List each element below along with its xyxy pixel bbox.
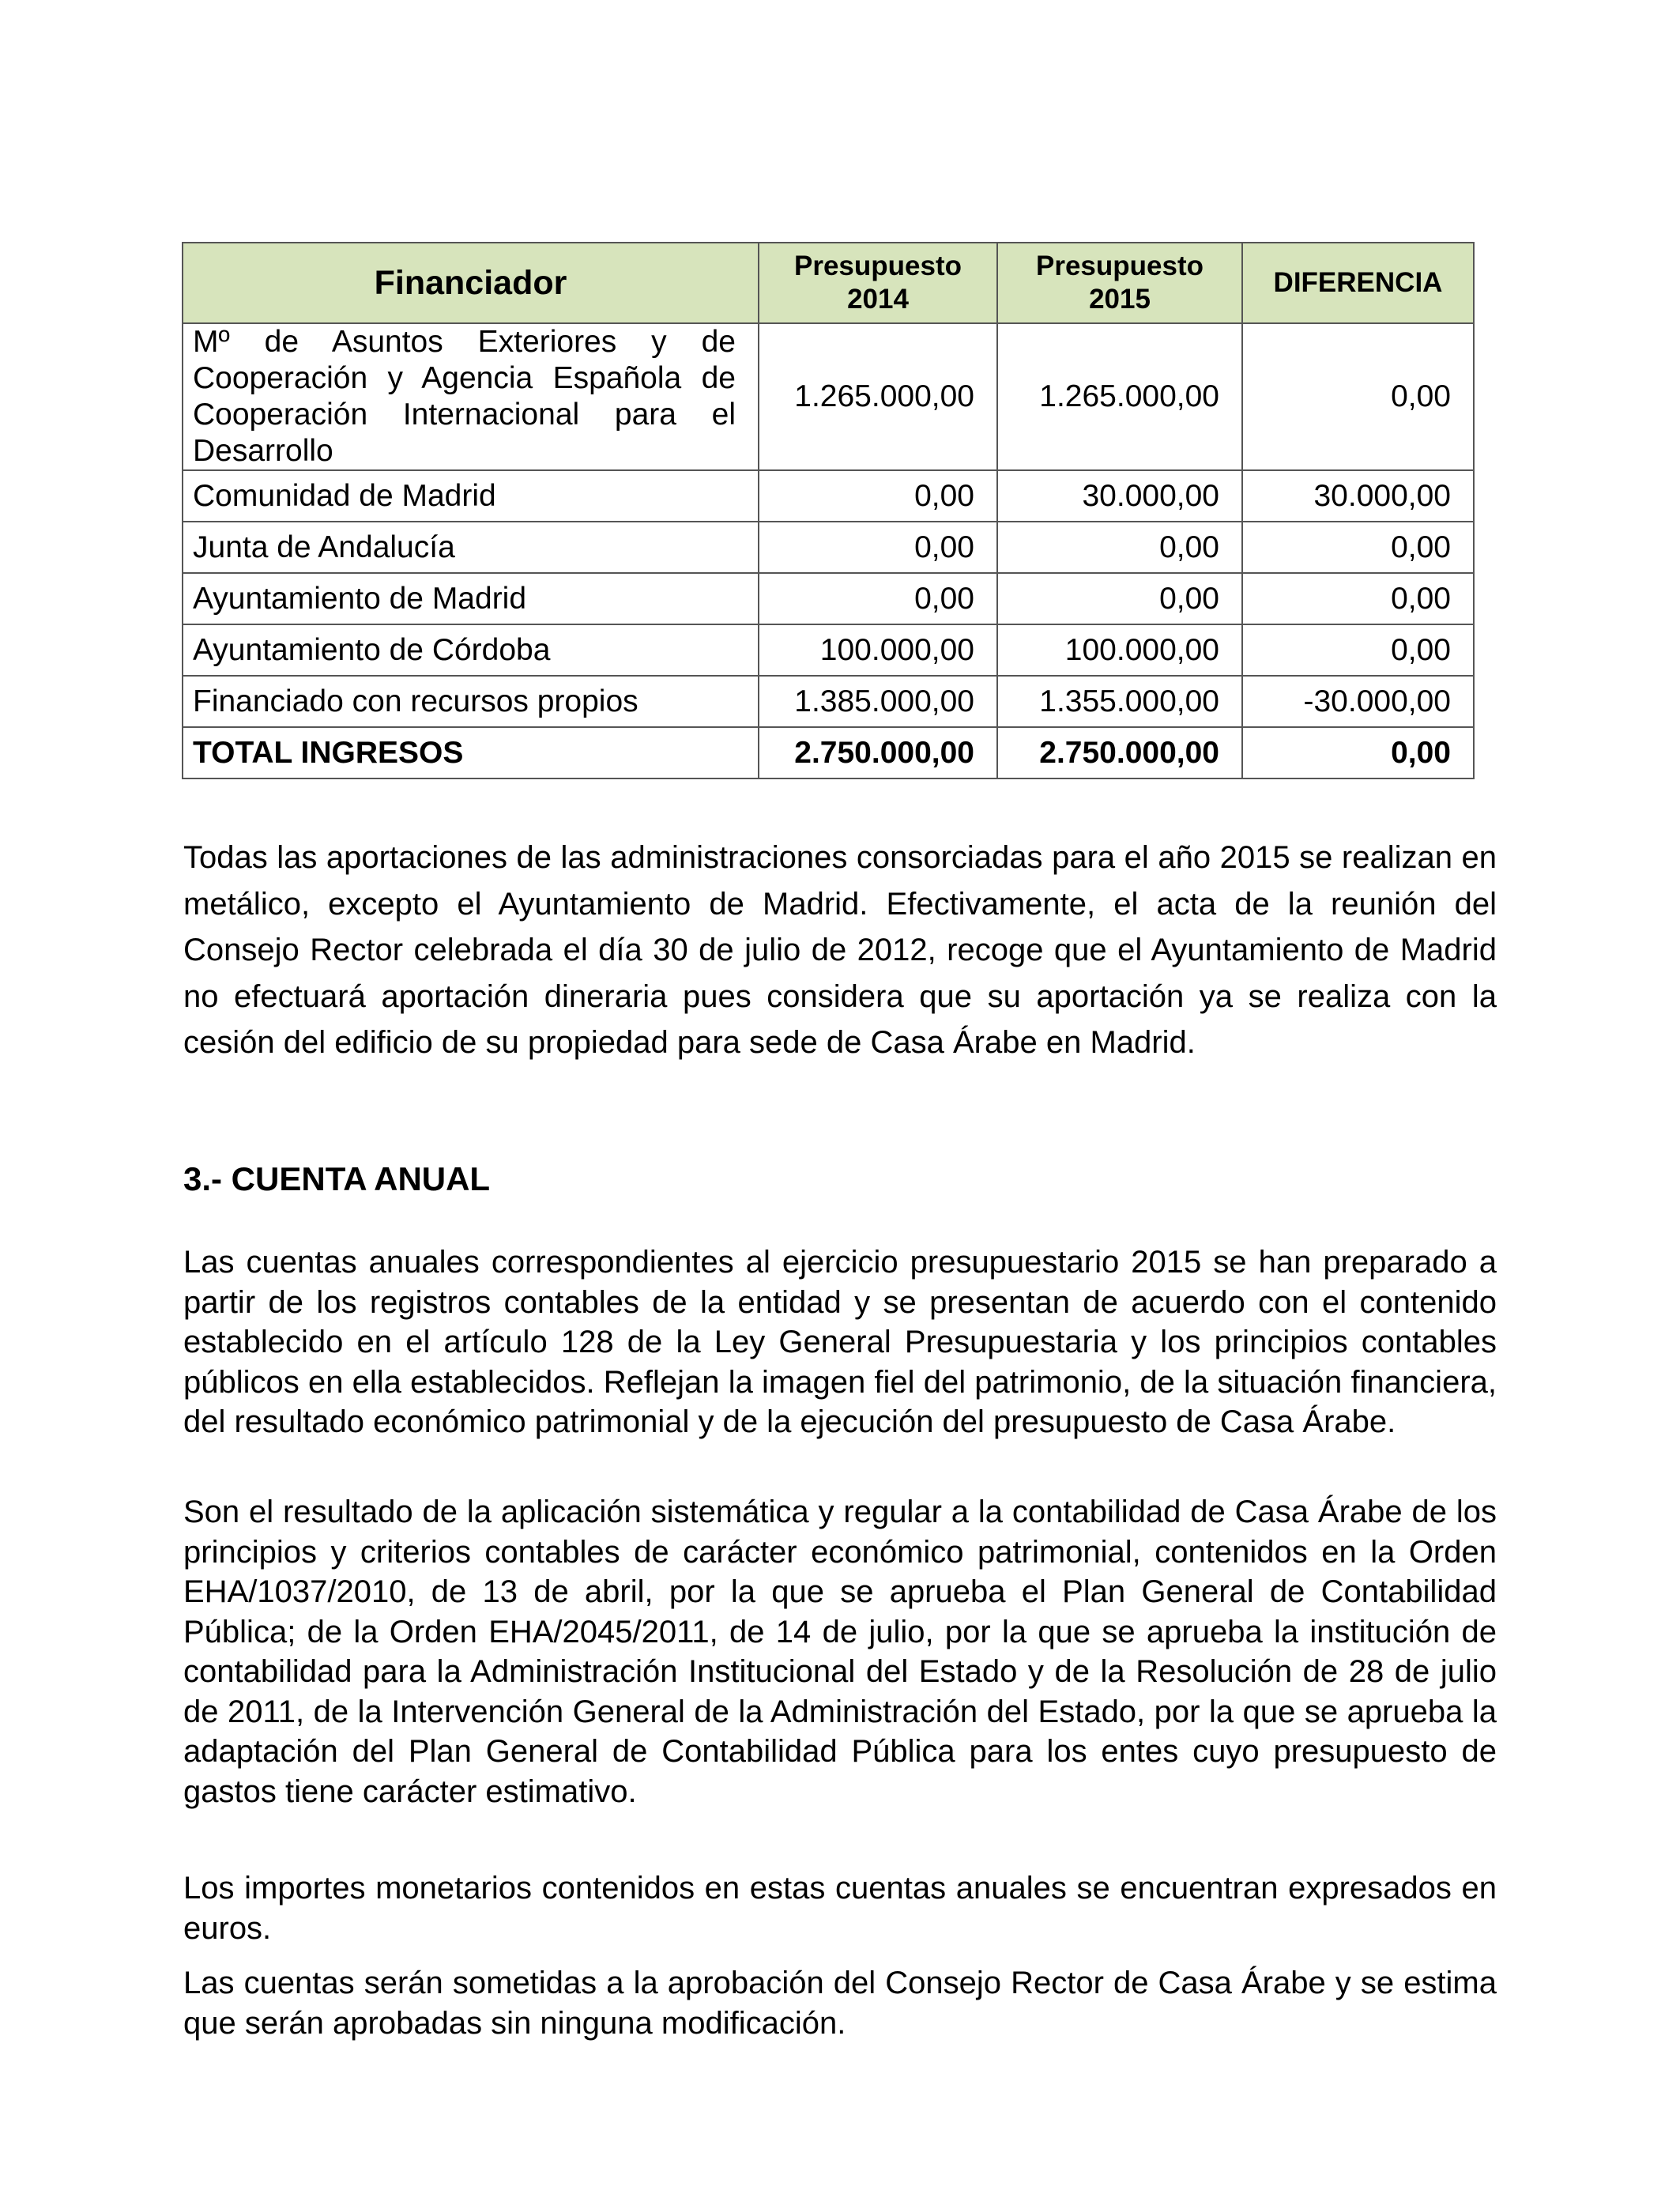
- row-financiador: Comunidad de Madrid: [183, 470, 759, 522]
- header-diferencia: DIFERENCIA: [1242, 243, 1474, 323]
- total-presupuesto-2014: 2.750.000,00: [759, 727, 997, 778]
- row-financiador: Junta de Andalucía: [183, 522, 759, 573]
- row-presupuesto-2015: 1.265.000,00: [997, 323, 1242, 470]
- table-row: [183, 470, 1474, 522]
- row-diferencia: 30.000,00: [1242, 470, 1474, 522]
- row-presupuesto-2014: 0,00: [759, 470, 997, 522]
- paragraph-cuentas-intro: Las cuentas anuales correspondientes al ejercicio presupuestario 2015 se han preparado a partir de los registros contables de la entidad y se presentan de acuerdo con el contenido establecido en el artículo 128 de la Ley General Presupuestaria y los principios contables públicos en ella establecidos. Reflejan la imagen fiel del patrimonio, de la situación financiera, del resultado económico patrimonial y de la ejecución del presupuesto de Casa Árabe.: [183, 1245, 1497, 1439]
- row-diferencia: 0,00: [1242, 323, 1474, 470]
- total-label: TOTAL INGRESOS: [183, 727, 759, 778]
- row-diferencia: 0,00: [1242, 624, 1474, 676]
- row-diferencia: 0,00: [1242, 522, 1474, 573]
- table-row: [183, 522, 1474, 573]
- row-presupuesto-2014: 0,00: [759, 522, 997, 573]
- paragraph-aportaciones: Todas las aportaciones de las administraciones consorciadas para el año 2015 se realizan en metálico, excepto el Ayuntamiento de Madrid. Efectivamente, el acta de la reunión del Consejo Rector celebrada el día 30 de julio de 2012, recoge que el Ayuntamiento de Madrid no efectuará aportación dineraria pues considera que su aportación ya se realiza con la cesión del edificio de su propiedad para sede de Casa Árabe en Madrid.: [183, 840, 1497, 1060]
- row-presupuesto-2014: 100.000,00: [759, 624, 997, 676]
- row-presupuesto-2014: 0,00: [759, 573, 997, 624]
- row-presupuesto-2015: 0,00: [997, 522, 1242, 573]
- paragraph-resultado: Son el resultado de la aplicación sistemática y regular a la contabilidad de Casa Árabe de los principios y criterios contables de carácter económico patrimonial, contenidos en la Orden EHA/1037/2010, de 13 de abril, por la que se aprueba el Plan General de Contabilidad Pública; de la Orden EHA/2045/2011, de 14 de julio, por la que se aprueba la institución de contabilidad para la Administración Institucional del Estado y de la Resolución de 28 de julio de 2011, de la Intervención General de la Administración del Estado, por la que se aprueba la adaptación del Plan General de Contabilidad Pública para los entes cuyo presupuesto de gastos tiene carácter estimativo.: [183, 1495, 1497, 1809]
- header-presupuesto-2014: Presupuesto 2014: [759, 243, 997, 323]
- row-presupuesto-2014: 1.385.000,00: [759, 676, 997, 727]
- table-row: [183, 323, 1474, 470]
- paragraph-aprobacion: Las cuentas serán sometidas a la aprobación del Consejo Rector de Casa Árabe y se estima que serán aprobadas sin ninguna modificación.: [183, 1966, 1497, 2041]
- total-presupuesto-2015: 2.750.000,00: [997, 727, 1242, 778]
- total-row: [183, 727, 1474, 778]
- total-diferencia: 0,00: [1242, 727, 1474, 778]
- row-financiador: Ayuntamiento de Córdoba: [183, 624, 759, 676]
- paragraph-importes: Los importes monetarios contenidos en estas cuentas anuales se encuentran expresados en euros.: [183, 1871, 1497, 1946]
- section-heading: 3.- CUENTA ANUAL: [183, 1160, 491, 1197]
- row-diferencia: 0,00: [1242, 573, 1474, 624]
- row-presupuesto-2015: 100.000,00: [997, 624, 1242, 676]
- row-financiador: Financiado con recursos propios: [183, 676, 759, 727]
- row-financiador: Ayuntamiento de Madrid: [183, 573, 759, 624]
- table-row: [183, 573, 1474, 624]
- row-presupuesto-2015: 0,00: [997, 573, 1242, 624]
- row-diferencia: -30.000,00: [1242, 676, 1474, 727]
- row-presupuesto-2015: 1.355.000,00: [997, 676, 1242, 727]
- header-financiador: Financiador: [183, 243, 759, 323]
- table-row: [183, 676, 1474, 727]
- row-presupuesto-2014: 1.265.000,00: [759, 323, 997, 470]
- financing-table: [182, 242, 1475, 779]
- table-row: [183, 624, 1474, 676]
- row-financiador: Mº de Asuntos Exteriores y de Cooperación y Agencia Española de Cooperación Internacional para el Desarrollo: [183, 323, 759, 470]
- header-presupuesto-2015: Presupuesto 2015: [997, 243, 1242, 323]
- table-header-row: [183, 243, 1474, 323]
- row-presupuesto-2015: 30.000,00: [997, 470, 1242, 522]
